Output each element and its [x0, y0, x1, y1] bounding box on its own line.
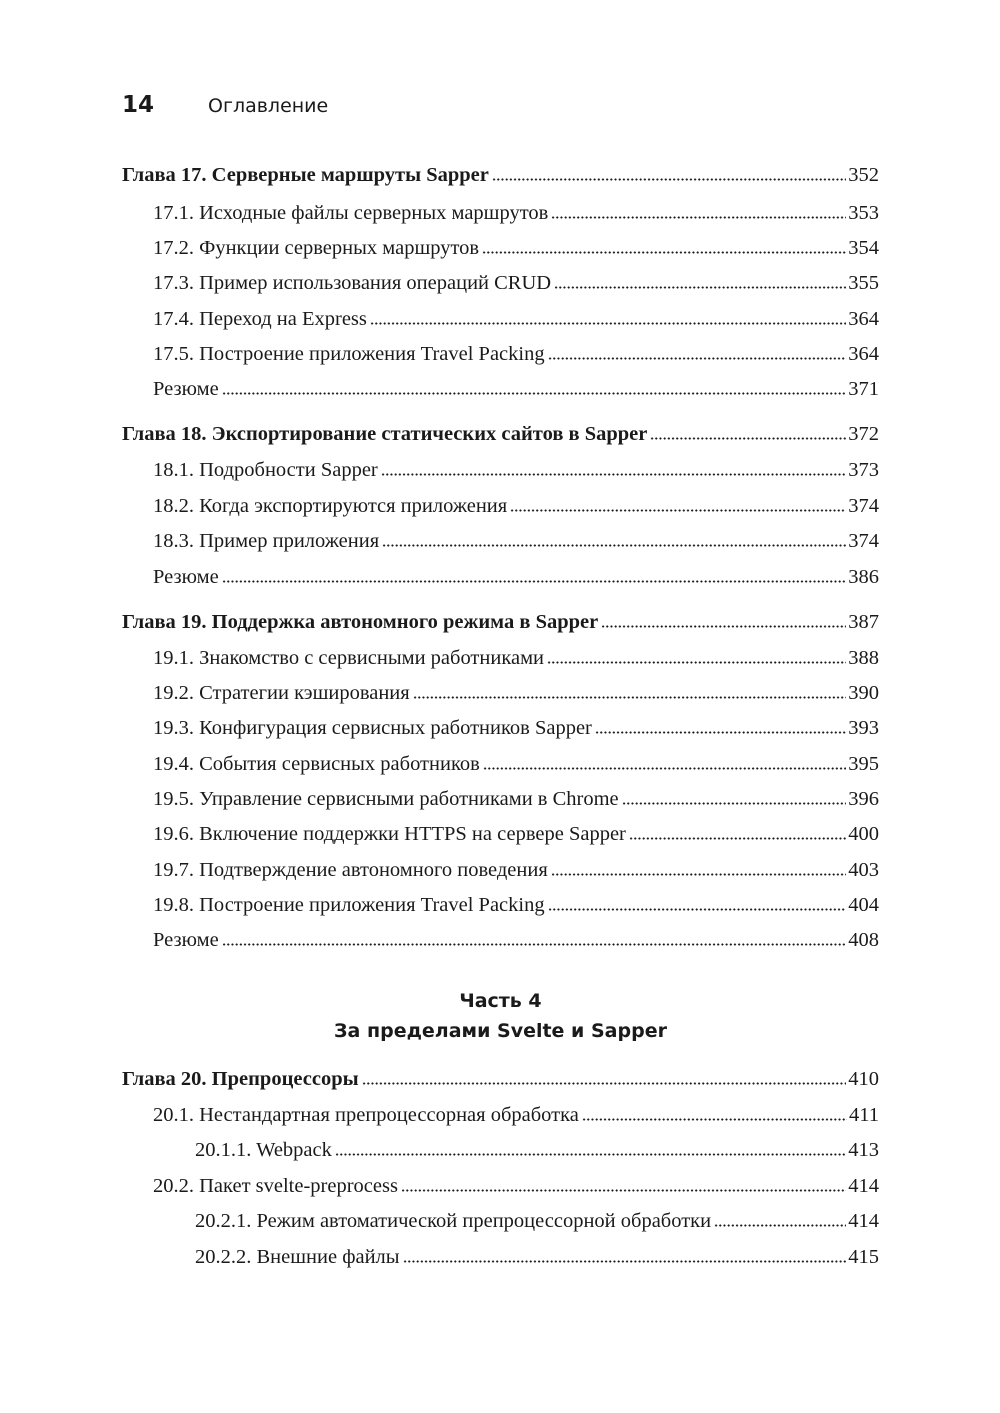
toc-entry-title: 19.3. Конфигурация сервисных работников Sapper [153, 717, 592, 739]
toc-entry-title: 17.4. Переход на Express [153, 308, 367, 330]
dot-leader [492, 175, 846, 181]
toc-entry-title: Резюме [153, 929, 219, 951]
toc-entry [153, 336, 879, 366]
toc-entry-title: 19.8. Построение приложения Travel Packing [153, 894, 545, 916]
toc-entry-title: Глава 18. Экспортирование статических сайтов в Sapper [122, 423, 648, 445]
toc-entry [153, 230, 879, 260]
page-number: 14 [122, 92, 155, 118]
toc-entry-page: 403 [848, 859, 879, 881]
toc-entry-page: 371 [848, 378, 879, 400]
running-header [122, 92, 328, 124]
dot-leader [622, 799, 847, 805]
toc-entry-page: 414 [848, 1175, 879, 1197]
toc-entry-title: 19.1. Знакомство с сервисными работниками [153, 647, 545, 669]
toc-entry-title: Глава 20. Препроцессоры [122, 1068, 359, 1090]
toc-entry [153, 675, 879, 705]
toc-entry [153, 640, 879, 670]
dot-leader [482, 248, 846, 254]
toc-entry-page: 393 [848, 717, 879, 739]
dot-leader [222, 389, 847, 395]
toc-entry-title: Глава 19. Поддержка автономного режима в Sapper [122, 611, 599, 633]
toc-entry [153, 452, 879, 482]
running-title: Оглавление [208, 95, 329, 117]
toc-entry [153, 301, 879, 331]
toc-entry [153, 559, 879, 589]
toc-entry [153, 710, 879, 740]
dot-leader [547, 658, 846, 664]
dot-leader [401, 1186, 846, 1192]
toc-entry-page: 355 [848, 272, 879, 294]
toc-entry [153, 852, 879, 882]
toc-entry-page: 387 [848, 611, 879, 633]
toc-entry-title: 19.2. Стратегии кэширования [153, 682, 410, 704]
dot-leader [548, 354, 847, 360]
toc-entry-page: 364 [848, 343, 879, 365]
dot-leader [403, 1257, 847, 1263]
toc-entry [153, 922, 879, 952]
toc-entry-title: 20.1. Нестандартная препроцессорная обработка [153, 1104, 579, 1126]
toc-entry-page: 388 [848, 647, 879, 669]
toc-entry-page: 374 [848, 495, 879, 517]
dot-leader [222, 940, 847, 946]
dot-leader [582, 1115, 847, 1121]
toc-entry [195, 1239, 879, 1269]
toc-entry-title: 20.1.1. Webpack [195, 1139, 332, 1161]
toc-entry-title: 17.2. Функции серверных маршрутов [153, 237, 480, 259]
part-label: Часть 4 [459, 990, 542, 1012]
dot-leader [382, 541, 846, 547]
dot-leader [629, 834, 846, 840]
toc-entry-title: 17.1. Исходные файлы серверных маршрутов [153, 202, 549, 224]
toc-entry-title: 17.3. Пример использования операций CRUD [153, 272, 552, 294]
toc-entry-title: 18.3. Пример приложения [153, 530, 380, 552]
toc-entry-title: 20.2. Пакет svelte-preprocess [153, 1175, 398, 1197]
toc-entry-title: Резюме [153, 378, 219, 400]
toc-entry-page: 364 [848, 308, 879, 330]
toc-entry [153, 781, 879, 811]
toc-entry [153, 265, 879, 295]
toc-entry-title: 17.5. Построение приложения Travel Packing [153, 343, 545, 365]
toc-entry-page: 411 [849, 1104, 879, 1126]
toc-entry-title: Глава 17. Серверные маршруты Sapper [122, 164, 489, 186]
toc-entry-title: 20.2.2. Внешние файлы [195, 1246, 400, 1268]
toc-entry-title: 19.4. События сервисных работников [153, 753, 480, 775]
toc-entry-title: 19.5. Управление сервисными работниками в Chrome [153, 788, 619, 810]
toc-entry [195, 1132, 879, 1162]
toc-chapter-entry [122, 604, 879, 634]
toc-entry-page: 396 [848, 788, 879, 810]
toc-entry-page: 414 [848, 1210, 879, 1232]
toc-chapter-entry [122, 1061, 879, 1091]
dot-leader [548, 905, 847, 911]
toc-entry-page: 410 [848, 1068, 879, 1090]
toc-entry-page: 395 [848, 753, 879, 775]
toc-entry-title: 19.6. Включение поддержки HTTPS на сервере Sapper [153, 823, 626, 845]
dot-leader [601, 622, 846, 628]
part-title: За пределами Svelte и Sapper [334, 1020, 667, 1042]
dot-leader [595, 728, 846, 734]
toc-entry-page: 404 [848, 894, 879, 916]
toc-entry-page: 353 [848, 202, 879, 224]
dot-leader [335, 1150, 846, 1156]
toc-entry [153, 816, 879, 846]
toc-entry [153, 887, 879, 917]
toc-entry [153, 746, 879, 776]
dot-leader [362, 1079, 847, 1085]
toc-entry-page: 413 [848, 1139, 879, 1161]
toc-entry [153, 1097, 879, 1127]
toc-entry-title: 18.2. Когда экспортируются приложения [153, 495, 508, 517]
toc-entry-title: 20.2.1. Режим автоматической препроцессорной обработки [195, 1210, 712, 1232]
toc-entry-page: 352 [848, 164, 879, 186]
toc-entry-page: 373 [848, 459, 879, 481]
toc-entry [153, 523, 879, 553]
toc-entry [153, 195, 879, 225]
toc-entry-page: 386 [848, 566, 879, 588]
toc-entry-page: 400 [848, 823, 879, 845]
toc-entry [153, 488, 879, 518]
dot-leader [650, 434, 846, 440]
dot-leader [381, 470, 846, 476]
toc-entry-page: 354 [848, 237, 879, 259]
dot-leader [714, 1221, 846, 1227]
toc-entry-page: 390 [848, 682, 879, 704]
dot-leader [551, 870, 846, 876]
toc-entry-title: 19.7. Подтверждение автономного поведения [153, 859, 548, 881]
toc-entry [153, 371, 879, 401]
toc-entry-page: 408 [848, 929, 879, 951]
dot-leader [510, 506, 846, 512]
toc-entry-title: 18.1. Подробности Sapper [153, 459, 378, 481]
toc-entry [195, 1203, 879, 1233]
dot-leader [551, 213, 846, 219]
dot-leader [370, 319, 846, 325]
dot-leader [483, 764, 846, 770]
dot-leader [554, 283, 846, 289]
toc-entry-page: 372 [848, 423, 879, 445]
toc-entry-title: Резюме [153, 566, 219, 588]
toc-chapter-entry [122, 416, 879, 446]
dot-leader [222, 577, 847, 583]
toc-chapter-entry [122, 157, 879, 187]
dot-leader [413, 693, 847, 699]
toc-entry [153, 1168, 879, 1198]
toc-entry-page: 415 [848, 1246, 879, 1268]
toc-entry-page: 374 [848, 530, 879, 552]
